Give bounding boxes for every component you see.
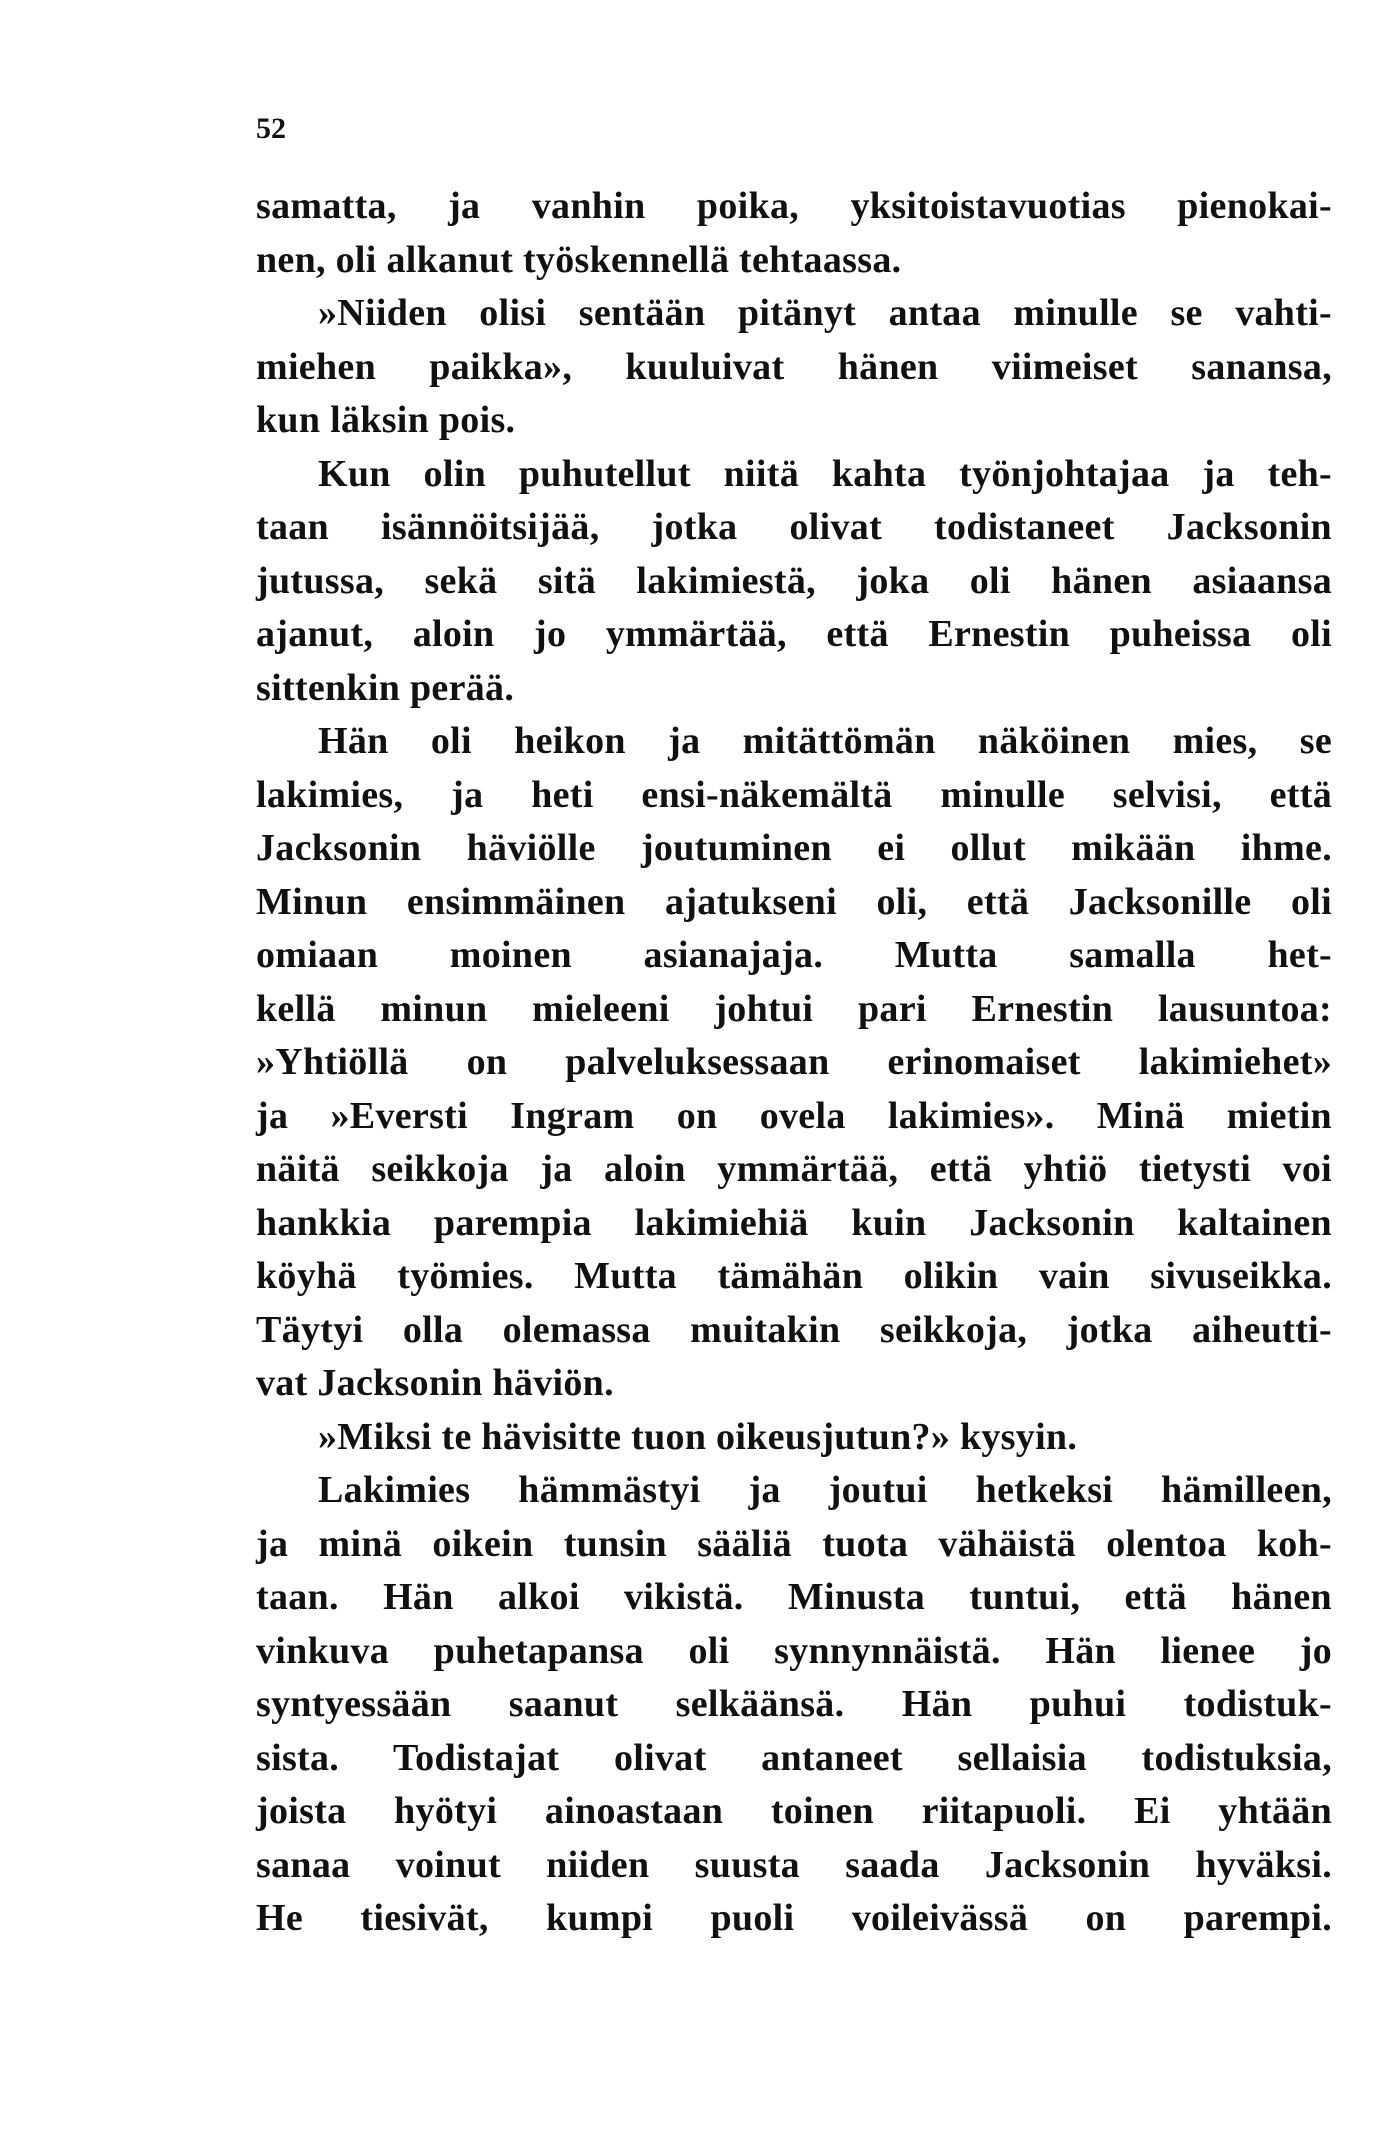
text-line: samatta, ja vanhin poika, yksitoistavuotias pienokai- — [256, 185, 1332, 227]
text-line: »Yhtiöllä on palveluksessaan erinomaiset lakimiehet» — [256, 1041, 1332, 1083]
text-line: sittenkin perää. — [256, 666, 515, 709]
text-line: Jacksonin häviölle joutuminen ei ollut mikään ihme. — [256, 827, 1332, 869]
text-line: Lakimies hämmästyi ja joutui hetkeksi hämilleen, — [318, 1469, 1332, 1511]
text-line: ja »Eversti Ingram on ovela lakimies». Minä mietin — [256, 1094, 1332, 1137]
text-line: näitä seikkoja ja aloin ymmärtää, että yhtiö tietysti voi — [256, 1148, 1332, 1190]
text-line: sista. Todistajat olivat antaneet sellaisia todistuksia, — [256, 1736, 1332, 1779]
text-line: syntyessään saanut selkäänsä. Hän puhui todistuk- — [256, 1683, 1332, 1725]
text-line: vat Jacksonin häviön. — [256, 1362, 614, 1404]
text-line: ajanut, aloin jo ymmärtää, että Ernestin puheissa oli — [256, 613, 1332, 655]
text-line: jutussa, sekä sitä lakimiestä, joka oli hänen asiaansa — [256, 559, 1332, 602]
text-line: ja minä oikein tunsin sääliä tuota vähäistä olentoa koh- — [256, 1522, 1332, 1565]
text-line: sanaa voinut niiden suusta saada Jacksonin hyväksi. — [256, 1843, 1332, 1886]
text-line: joista hyötyi ainoastaan toinen riitapuoli. Ei yhtään — [256, 1790, 1332, 1832]
text-line: Hän oli heikon ja mitättömän näköinen mies, se — [318, 720, 1332, 762]
text-line: miehen paikka», kuuluivat hänen viimeiset sanansa, — [256, 345, 1332, 388]
text-line: Minun ensimmäinen ajatukseni oli, että Jacksonille oli — [256, 880, 1332, 923]
text-line: kun läksin pois. — [256, 399, 516, 441]
text-line: »Miksi te hävisitte tuon oikeusjutun?» kysyin. — [318, 1415, 1078, 1458]
text-line: omiaan moinen asianajaja. Mutta samalla het- — [256, 934, 1332, 976]
text-line: taan isännöitsijää, jotka olivat todistaneet Jacksonin — [256, 506, 1332, 548]
text-line: nen, oli alkanut työskennellä tehtaassa. — [256, 238, 902, 281]
text-line: köyhä työmies. Mutta tämähän olikin vain sivuseikka. — [256, 1255, 1332, 1297]
text-line: Täytyi olla olemassa muitakin seikkoja, jotka aiheutti- — [256, 1308, 1332, 1351]
text-line: »Niiden olisi sentään pitänyt antaa minulle se vahti- — [318, 292, 1332, 334]
text-line: hankkia parempia lakimiehiä kuin Jacksonin kaltainen — [256, 1201, 1332, 1244]
body-text — [256, 180, 1332, 1946]
text-line: vinkuva puhetapansa oli synnynnäistä. Hän lienee jo — [256, 1629, 1332, 1672]
page-number: 52 — [256, 112, 286, 145]
text-line: taan. Hän alkoi vikistä. Minusta tuntui, että hänen — [256, 1576, 1332, 1618]
text-line: He tiesivät, kumpi puoli voileivässä on parempi. — [256, 1897, 1332, 1939]
text-line: Kun olin puhutellut niitä kahta työnjohtajaa ja teh- — [318, 452, 1332, 495]
text-line: lakimies, ja heti ensi-näkemältä minulle selvisi, että — [256, 773, 1332, 816]
text-line: kellä minun mieleeni johtui pari Ernestin lausuntoa: — [256, 987, 1332, 1030]
